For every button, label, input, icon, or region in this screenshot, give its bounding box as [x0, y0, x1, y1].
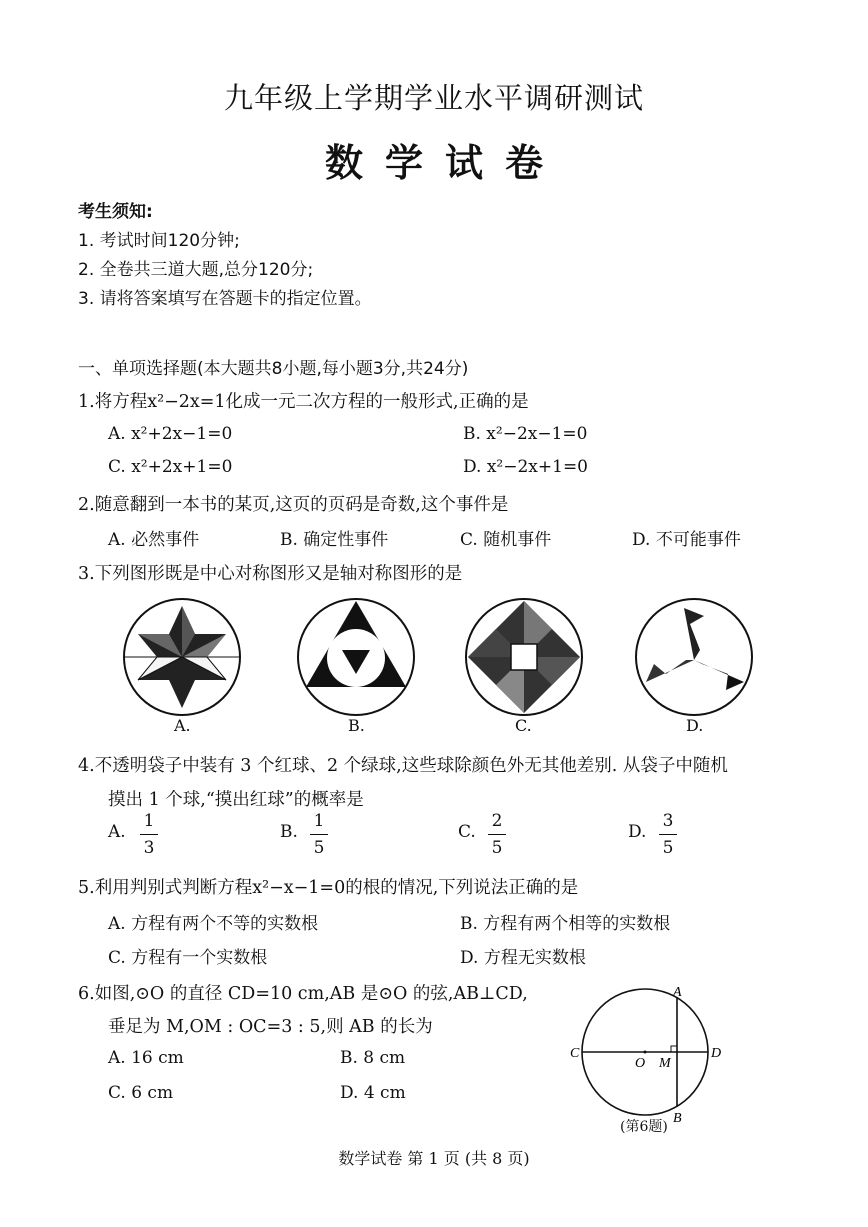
question-1-stem: 1.将方程x²−2x=1化成一元二次方程的一般形式,正确的是 — [78, 392, 529, 412]
point-b-label: B — [673, 1111, 682, 1126]
figure-d-pinwheel-icon — [632, 598, 756, 716]
q2-option-a: A. 必然事件 — [108, 530, 200, 550]
q4-option-b-letter: B. — [280, 822, 298, 842]
point-o-label: O — [635, 1056, 646, 1071]
q4-option-a-fraction: 1 3 — [140, 811, 158, 858]
point-c-label: C — [570, 1046, 580, 1061]
question-2-stem: 2.随意翻到一本书的某页,这页的页码是奇数,这个事件是 — [78, 495, 509, 515]
q2-option-c: C. 随机事件 — [460, 530, 552, 550]
q1-option-a: A. x²+2x−1=0 — [108, 424, 233, 444]
figure-d-label: D. — [686, 716, 704, 735]
page-footer: 数学试卷 第 1 页 (共 8 页) — [338, 1149, 530, 1168]
figure-a-star-icon — [120, 598, 244, 716]
question-6-stem-line1: 6.如图,⊙O 的直径 CD=10 cm,AB 是⊙O 的弦,AB⊥CD, — [78, 984, 528, 1004]
figure-caption: (第6题) — [620, 1119, 668, 1135]
q4-option-d-fraction: 3 5 — [659, 811, 677, 858]
q4-option-c-letter: C. — [458, 822, 476, 842]
figure-a-label: A. — [174, 716, 191, 735]
question-3-stem: 3.下列图形既是中心对称图形又是轴对称图形的是 — [78, 564, 463, 584]
figure-b-label: B. — [348, 716, 365, 735]
notice-item: 3. 请将答案填写在答题卡的指定位置。 — [78, 289, 372, 309]
q6-option-c: C. 6 cm — [108, 1083, 174, 1103]
q5-option-b: B. 方程有两个相等的实数根 — [460, 914, 671, 934]
exam-title: 数学试卷 — [324, 140, 565, 185]
figure-c-square-icon — [462, 598, 586, 716]
point-d-label: D — [711, 1046, 722, 1061]
q1-option-c: C. x²+2x+1=0 — [108, 457, 233, 477]
question-5-stem: 5.利用判别式判断方程x²−x−1=0的根的情况,下列说法正确的是 — [78, 878, 579, 898]
q5-option-d: D. 方程无实数根 — [460, 948, 586, 968]
figure-b-triangle-icon — [294, 598, 418, 716]
question-4-stem-line2: 摸出 1 个球,“摸出红球”的概率是 — [108, 790, 364, 810]
q5-option-a: A. 方程有两个不等的实数根 — [108, 914, 319, 934]
figure-c-label: C. — [515, 716, 532, 735]
question-6-stem-line2: 垂足为 M,OM : OC=3 : 5,则 AB 的长为 — [108, 1017, 433, 1037]
notice-item: 1. 考试时间120分钟; — [78, 231, 240, 251]
section-heading: 一、单项选择题(本大题共8小题,每小题3分,共24分) — [78, 359, 469, 379]
q1-option-b: B. x²−2x−1=0 — [463, 424, 588, 444]
point-m-label: M — [659, 1056, 671, 1071]
q4-option-d-letter: D. — [628, 822, 647, 842]
notice-item: 2. 全卷共三道大题,总分120分; — [78, 260, 314, 280]
q6-option-a: A. 16 cm — [108, 1048, 184, 1068]
q6-option-d: D. 4 cm — [340, 1083, 406, 1103]
q1-option-d: D. x²−2x+1=0 — [463, 457, 589, 477]
exam-subtitle: 九年级上学期学业水平调研测试 — [223, 81, 644, 115]
q6-circle-diagram — [565, 982, 735, 1132]
q6-option-b: B. 8 cm — [340, 1048, 406, 1068]
q5-option-c: C. 方程有一个实数根 — [108, 948, 268, 968]
q4-option-a-letter: A. — [108, 822, 126, 842]
q2-option-b: B. 确定性事件 — [280, 530, 389, 550]
question-4-stem-line1: 4.不透明袋子中装有 3 个红球、2 个绿球,这些球除颜色外无其他差别. 从袋子中随机 — [78, 756, 728, 776]
q4-option-b-fraction: 1 5 — [310, 811, 328, 858]
notice-heading: 考生须知: — [78, 202, 153, 222]
point-a-label: A — [673, 985, 682, 1000]
q4-option-c-fraction: 2 5 — [488, 811, 506, 858]
q2-option-d: D. 不可能事件 — [632, 530, 741, 550]
